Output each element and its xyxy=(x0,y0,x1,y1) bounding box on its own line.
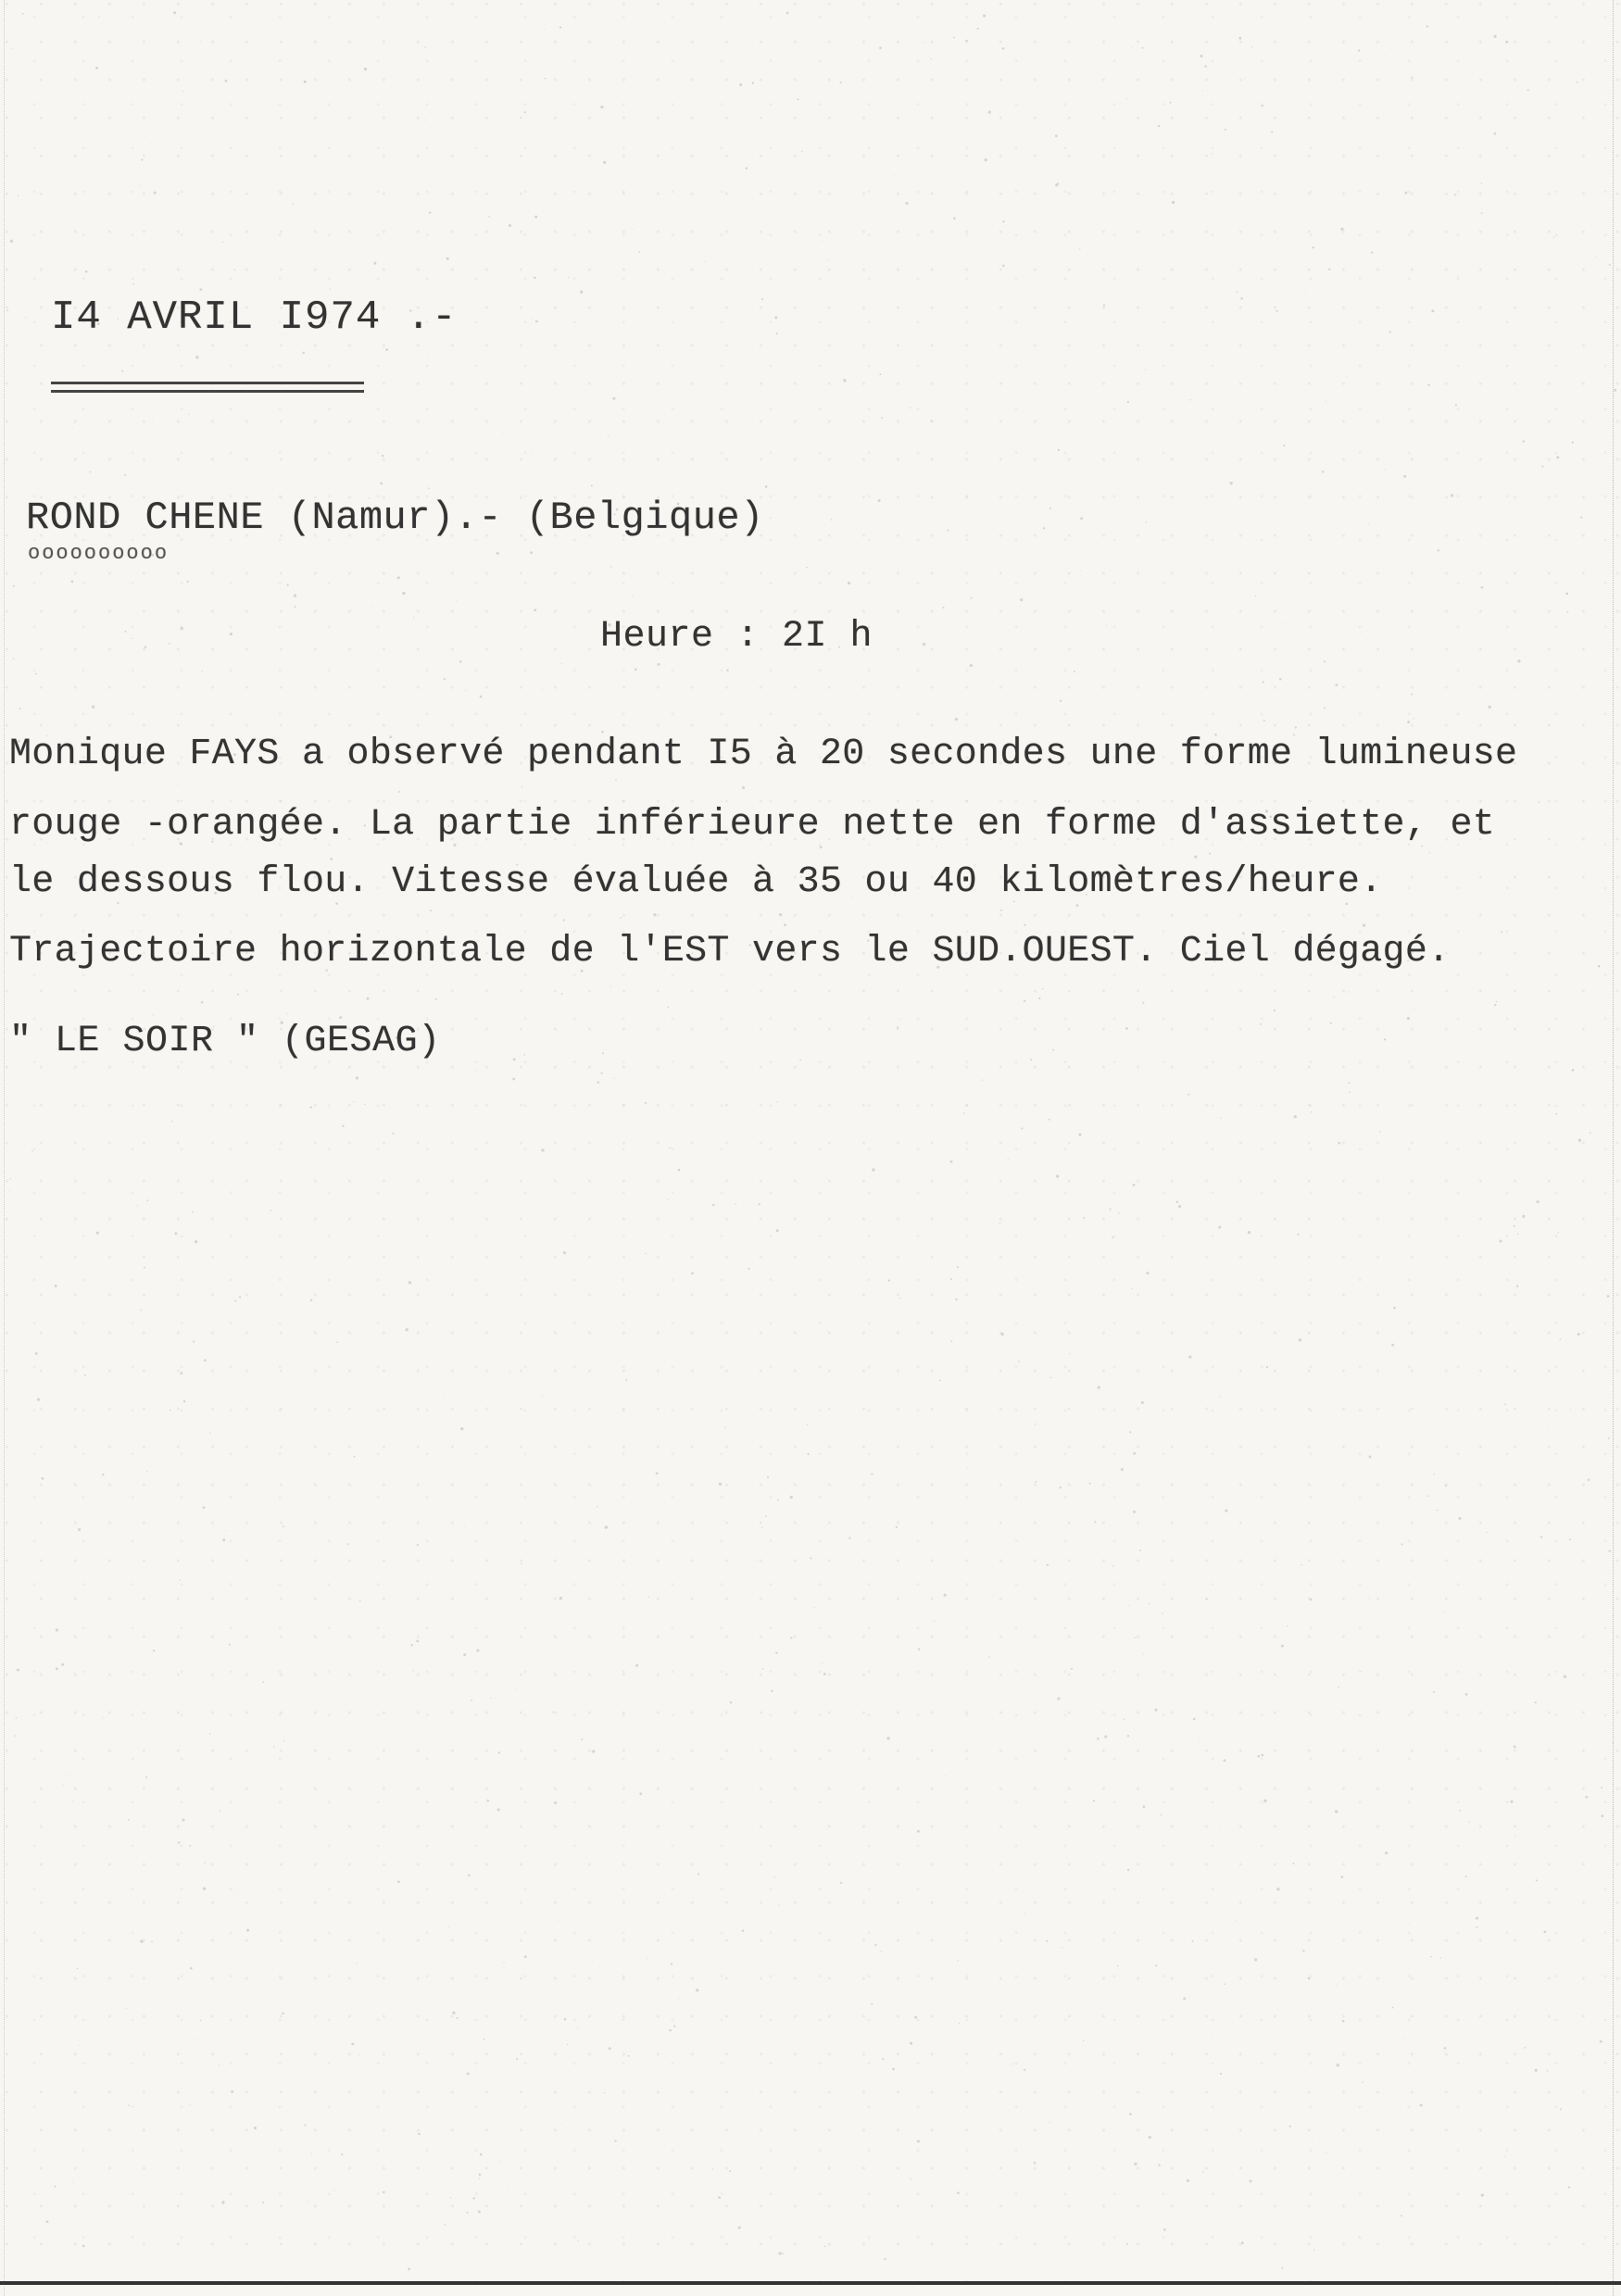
report-date: I4 AVRIL I974 .- xyxy=(51,295,458,341)
page-bottom-edge xyxy=(0,2281,1621,2285)
right-margin-edge xyxy=(1611,0,1614,2296)
left-margin-edge xyxy=(4,0,6,2296)
location-line: ROND CHENE (Namur).- (Belgique) xyxy=(26,496,764,540)
source-citation: " LE SOIR " (GESAG) xyxy=(9,1021,441,1062)
date-underline xyxy=(51,382,364,393)
body-line-4: Trajectoire horizontale de l'EST vers le SUD.OUEST. Ciel dégagé. xyxy=(9,931,1451,972)
observation-time: Heure : 2I h xyxy=(600,616,873,658)
body-line-1: Monique FAYS a observé pendant I5 à 20 secondes une forme lumineuse xyxy=(9,734,1518,775)
body-line-3: le dessous flou. Vitesse évaluée à 35 ou 40 kilomètres/heure. xyxy=(9,861,1383,903)
body-line-2: rouge -orangée. La partie inférieure nette en forme d'assiette, et xyxy=(9,804,1496,846)
location-underline: oooooooooo xyxy=(28,542,170,565)
